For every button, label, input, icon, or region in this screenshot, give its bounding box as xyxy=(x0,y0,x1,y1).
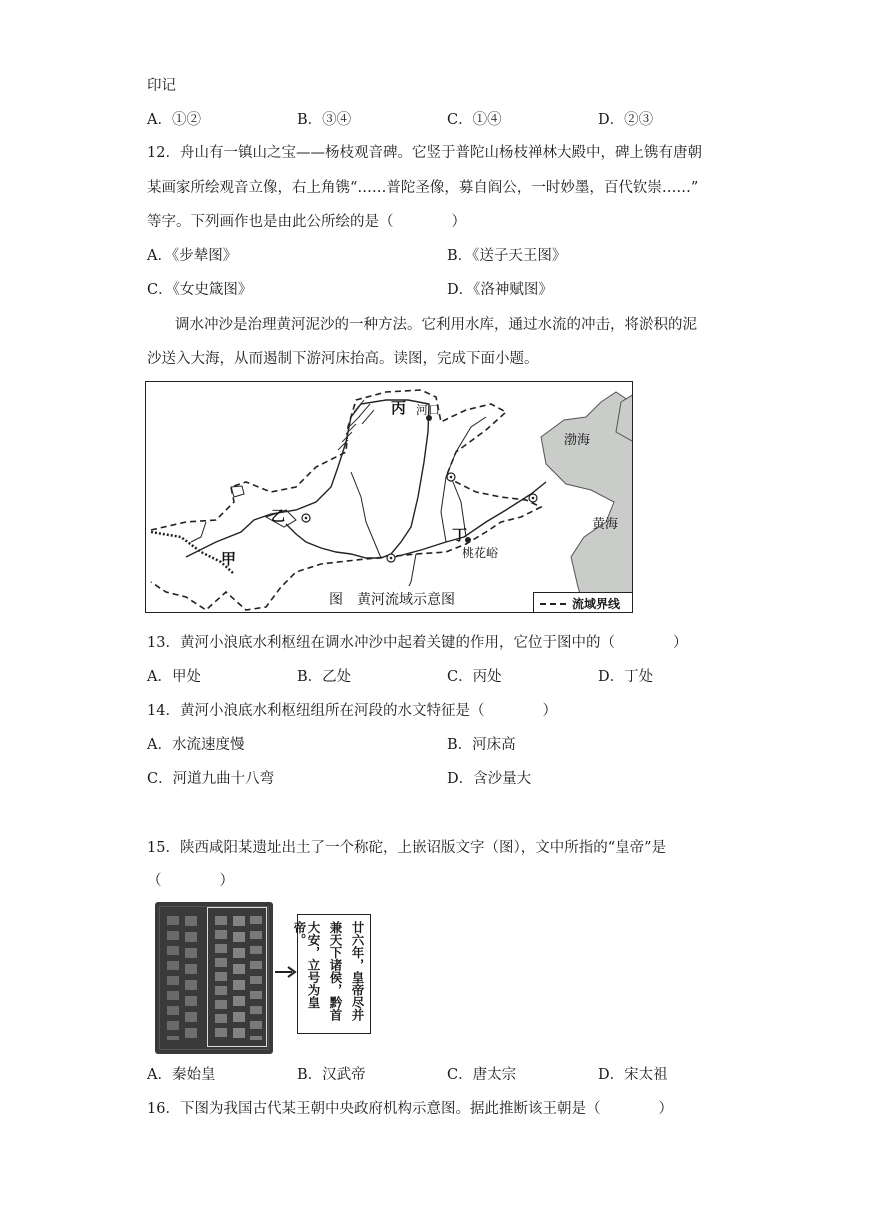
map-caption: 图 黄河流域示意图 xyxy=(329,592,455,608)
inscription-col-3: 大安，立号为皇帝。 xyxy=(292,921,321,1009)
inscription-col-2: 兼天下诸侯，黔首 xyxy=(328,921,343,1021)
q15-stem: 15．陕西咸阳某遗址出土了一个称砣，上嵌诏版文字（图），文中所指的“皇帝”是 xyxy=(147,840,667,856)
q14-option-b[interactable]: B．河床高 xyxy=(447,737,516,753)
label-taohuayu: 桃花峪 xyxy=(462,546,499,560)
q13-option-d[interactable]: D．丁处 xyxy=(598,669,654,685)
q13-option-a[interactable]: A．甲处 xyxy=(147,669,201,685)
q13-stem: 13．黄河小浪底水利枢纽在调水冲沙中起着关键的作用，它位于图中的（ ） xyxy=(147,635,688,651)
label-huanghai: 黄海 xyxy=(592,517,619,532)
q14-stem: 14．黄河小浪底水利枢纽组所在河段的水文特征是（ ） xyxy=(147,703,557,719)
map-legend-label: 流域界线 xyxy=(572,597,621,611)
label-bohai: 渤海 xyxy=(564,433,591,448)
q16-stem: 16．下图为我国古代某王朝中央政府机构示意图。据此推断该王朝是（ ） xyxy=(147,1101,673,1117)
q12-option-a[interactable]: A．《步辇图》 xyxy=(147,248,238,264)
question-11-fragment: 印记 xyxy=(147,78,176,94)
label-ding: 丁 xyxy=(452,526,468,544)
weight-inscription-photo xyxy=(155,902,273,1054)
inscription-transcription xyxy=(292,914,371,1034)
q12-option-b[interactable]: B．《送子天王图》 xyxy=(447,248,567,264)
q13-option-c[interactable]: C．丙处 xyxy=(447,669,502,685)
label-yi: 乙 xyxy=(271,509,285,525)
passage-line2: 沙送入大海，从而遏制下游河床抬高。读图，完成下面小题。 xyxy=(147,351,539,367)
q14-option-a[interactable]: A．水流速度慢 xyxy=(147,737,245,753)
q12-option-c[interactable]: C．《女史箴图》 xyxy=(147,282,253,298)
q11-option-b[interactable]: B．③④ xyxy=(297,112,352,128)
passage-line1: 调水冲沙是治理黄河泥沙的一种方法。它利用水库，通过水流的冲击，将淤积的泥 xyxy=(175,317,697,333)
q11-option-a[interactable]: A．①② xyxy=(147,112,201,128)
q14-option-d[interactable]: D．含沙量大 xyxy=(447,771,532,787)
q15-option-b[interactable]: B．汉武帝 xyxy=(297,1067,366,1083)
q15-stem-paren: （ ） xyxy=(147,873,234,889)
inscription-col-1: 廿六年，皇帝尽并 xyxy=(350,921,365,1021)
q15-option-c[interactable]: C．唐太宗 xyxy=(447,1067,517,1083)
label-jia: 甲 xyxy=(221,550,237,568)
q12-stem-line1: 12．舟山有一镇山之宝——杨枝观音碑。它竖于普陀山杨枝禅林大殿中，碑上镌有唐朝 xyxy=(147,145,702,161)
q15-option-a[interactable]: A．秦始皇 xyxy=(147,1067,216,1083)
yellow-river-map xyxy=(145,381,633,613)
q11-option-d[interactable]: D．②③ xyxy=(598,112,654,128)
q12-option-d[interactable]: D．《洛神赋图》 xyxy=(447,282,553,298)
label-hekou: 河口 xyxy=(416,403,441,417)
q13-option-b[interactable]: B．乙处 xyxy=(297,669,352,685)
legend-dash-sample xyxy=(540,603,566,605)
q12-stem-line3: 等字。下列画作也是由此公所绘的是（ ） xyxy=(147,214,466,230)
q12-stem-line2: 某画家所绘观音立像，右上角镌“……普陀圣像，募自阎公，一时妙墨，百代钦崇……” xyxy=(147,180,699,196)
q11-option-c[interactable]: C．①④ xyxy=(447,112,502,128)
q14-option-c[interactable]: C．河道九曲十八弯 xyxy=(147,771,275,787)
q15-option-d[interactable]: D．宋太祖 xyxy=(598,1067,668,1083)
label-bing: 丙 xyxy=(391,399,407,417)
